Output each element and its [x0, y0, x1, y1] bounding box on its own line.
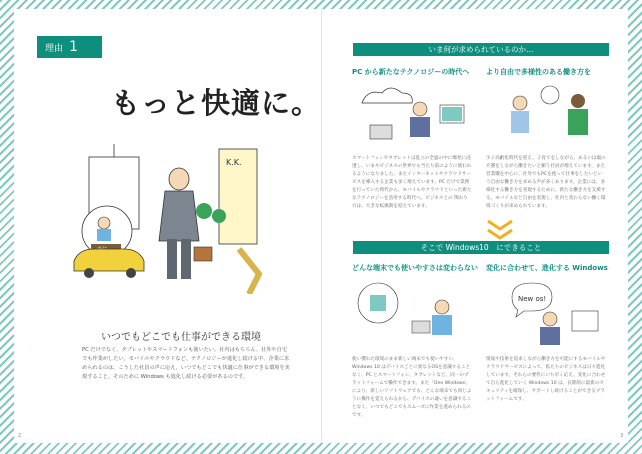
devices-illustration — [356, 277, 478, 349]
page-number-right: 3 — [620, 433, 624, 439]
page-title: もっと快適に。 — [111, 86, 322, 120]
evolving-windows-illustration — [490, 277, 612, 349]
left-body-text: PC だけでなく、タブレットやスマートフォンも使いたい。社内はもちろん、社外や自宅でも作業がしたい。モバイルやクラウドなど、テクノロジーが進化し続ける中、企業に求められるのは、こうした社員の声に応え、いつでもどこでも快適に仕事ができる環境を実現すること。そのために Windows も進化し続ける必要があるのです。 — [82, 347, 290, 380]
bottom-banner: そこで Windows10 にできること — [353, 241, 609, 254]
brochure-spread — [14, 9, 628, 443]
pc-illustration — [352, 81, 480, 151]
speech-bubble-text: New os! — [518, 295, 547, 303]
reason-number: 1 — [69, 39, 78, 55]
top-left-body: スマートフォンやタブレットは乱立の全盛の中に爆発に浸透し、いまやビジネスの世界でも当たり前のように使われるようになりました。またインターネットやクラウドサービスを導入する企業も多く増えています。PC だけで業務を行っていた時代から、モバイルやクラウドといった新たなテクノロジーを活用する時代へ。ビジネスとの 関わり方は、大きな転換期を迎えています。 — [352, 156, 472, 209]
bottom-left-heading: どんな端末でも使いやすさは変わらない — [352, 264, 478, 272]
top-left-heading: PC から新たなテクノロジーの時代へ — [352, 68, 470, 76]
office-illustration — [69, 139, 279, 294]
reason-label: 理由 — [45, 43, 64, 54]
chevron-down-icon — [486, 219, 514, 241]
top-banner: いま何が求められているのか… — [353, 43, 609, 56]
bottom-right-body: 情報や技術を追求しながら働き方を可能にするモバイルやクラウドサービスによって、私たちのビジネスは日々進化しています。それらの要件にいち早く応え、変化に合わせて自ら進化していく Windows 10 は、長期的に最新のセキュリティを確保し、サポートし続けることができるプラットフォームです。 — [486, 357, 606, 402]
caption-text: いつでもどこでも仕事ができる環境 — [101, 332, 261, 343]
section-caption — [101, 328, 261, 343]
bottom-left-body: 使い慣れた環境のまま新しい端末でも使いやすい、Windows 10 はデバイスごとに異なるOSを意識することなく、PC とスマートフォン、タブレットなど、同一のプラットフォームで操作できます。また「One Windows」により、新しいソフトウェアでも、どんな端末でも同じように操作を覚えられるから、デバイスの違いを意識することなく、いつでもどこでもスムーズに作業を進められるのです。 — [352, 357, 472, 418]
page-number-left: 2 — [18, 433, 22, 439]
bottom-right-heading: 変化に合わせて、進化する Windows — [486, 264, 608, 272]
top-right-body: 少子高齢化時代を迎え、子育てをしながら、あるいは親の介護をしながら働きたいと願う社員が増えています。また営業職を中心に、社外でもPCを使って仕事をしたいという自由な働き方を求める声が多くあります。企業には、多様化する働き方を実現するために、新たな働き方を支援する、モバイルなど自由を実現し、社内と変わらない働く環境づくりが求められています。 — [486, 156, 606, 209]
top-right-heading: より自由で多様性のある働き方を — [486, 68, 591, 76]
reason-tab — [37, 36, 102, 58]
work-style-illustration — [486, 81, 614, 151]
building-sign: K.K. — [226, 158, 242, 167]
page-gutter — [321, 9, 322, 443]
